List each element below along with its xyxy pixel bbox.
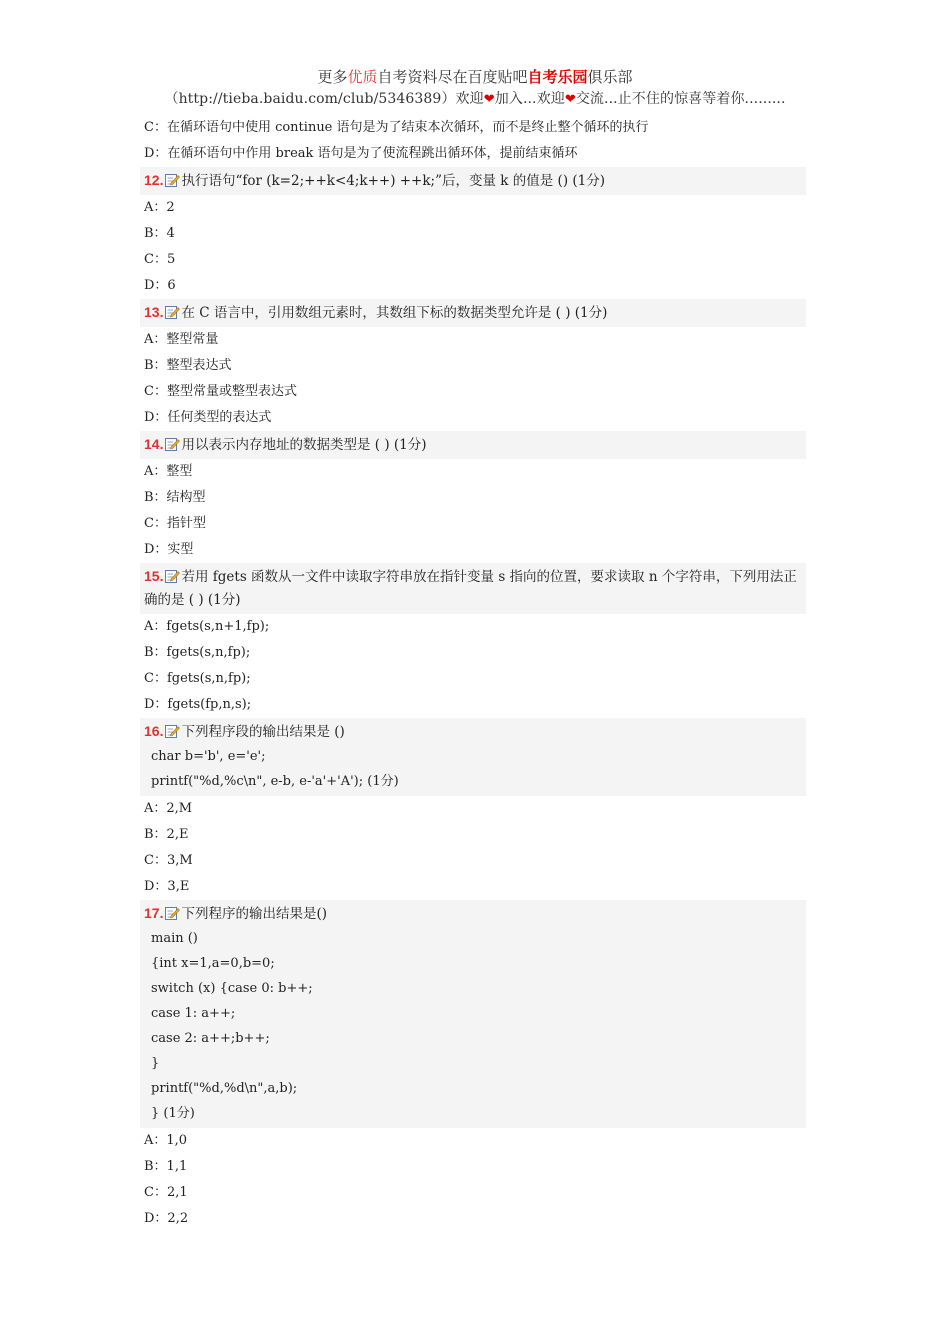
code-line: printf("%d,%d\n",a,b); (151, 1081, 298, 1096)
option-line: B：整型表达式 (144, 358, 232, 373)
question-number: 17. (144, 905, 164, 921)
question-list (140, 115, 806, 1232)
question-number: 14. (144, 436, 164, 452)
question-block (140, 900, 806, 1128)
edit-note-icon (165, 436, 180, 450)
question-block (140, 299, 806, 327)
option-line: A：整型常量 (144, 332, 219, 347)
option-line: B：4 (144, 226, 175, 241)
question-number: 16. (144, 723, 164, 739)
option-line: D：6 (144, 278, 176, 293)
option-line: C：整型常量或整型表达式 (144, 384, 297, 399)
question-text: 执行语句“for (k=2;++k<4;k++) ++k;”后，变量 k 的值是 () (1分) (181, 173, 606, 189)
edit-note-icon (165, 172, 180, 186)
question-stem (144, 720, 802, 744)
code-line: case 2: a++;b++; (151, 1031, 270, 1046)
question-block (140, 167, 806, 195)
edit-note-icon (165, 304, 180, 318)
option-line: C：5 (144, 252, 176, 267)
option-line: D：2,2 (144, 1211, 189, 1226)
option-line: A：1,0 (144, 1133, 188, 1148)
header-text: 更多 (317, 68, 348, 86)
question-number: 12. (144, 172, 164, 188)
question-text: 下列程序的输出结果是() (181, 906, 328, 922)
option-line: A：整型 (144, 464, 193, 479)
code-line: } (151, 1056, 160, 1071)
question-text: 下列程序段的输出结果是 () (181, 724, 345, 740)
heart-icon: ❤ (564, 92, 576, 107)
option-line: C：在循环语句中使用 continue 语句是为了结束本次循环，而不是终止整个循环的执行 (144, 120, 649, 135)
question-stem (144, 565, 802, 612)
header-promo-line (0, 66, 950, 88)
header-text: 俱乐部 (587, 68, 633, 86)
question-text: 用以表示内存地址的数据类型是 ( ) (1分) (181, 437, 427, 453)
code-line: switch (x) {case 0: b++; (151, 981, 313, 996)
question-number: 13. (144, 304, 164, 320)
header-highlight: 优质 (347, 68, 378, 86)
option-line: D：在循环语句中作用 break 语句是为了使流程跳出循环体，提前结束循环 (144, 146, 578, 161)
option-line: B：1,1 (144, 1159, 188, 1174)
question-stem (144, 902, 802, 926)
code-line: } (1分) (151, 1106, 195, 1121)
option-line: B：2,E (144, 827, 189, 842)
header-text: 自考资料尽在百度贴吧 (377, 68, 528, 86)
option-line: C：3,M (144, 853, 193, 868)
heart-icon: ❤ (483, 92, 495, 107)
question-text: 在 C 语言中，引用数组元素时，其数组下标的数据类型允许是 ( ) (1分) (181, 305, 608, 321)
option-line: B：fgets(s,n,fp); (144, 645, 251, 660)
option-line: C：2,1 (144, 1185, 188, 1200)
code-line: printf("%d,%c\n", e-b, e-'a'+'A'); (1分) (151, 774, 399, 789)
question-stem (144, 433, 802, 457)
option-line: D：实型 (144, 542, 194, 557)
header-text: 加入...欢迎 (494, 91, 565, 107)
edit-note-icon (165, 568, 180, 582)
code-line: main () (151, 931, 198, 946)
option-line: A：2 (144, 200, 175, 215)
code-line: {int x=1,a=0,b=0; (151, 956, 275, 971)
questions-container (140, 167, 806, 1232)
option-line: C：fgets(s,n,fp); (144, 671, 251, 686)
edit-note-icon (165, 905, 180, 919)
question-block (140, 431, 806, 459)
header-club-name: 自考乐园 (527, 68, 588, 86)
option-line: A：fgets(s,n+1,fp); (144, 619, 270, 634)
option-line: C：指针型 (144, 516, 206, 531)
option-line: D：fgets(fp,n,s); (144, 697, 252, 712)
question-block (140, 718, 806, 796)
question-block (140, 563, 806, 614)
code-line: char b='b', e='e'; (151, 749, 266, 764)
page-header (0, 66, 950, 111)
option-line: D：任何类型的表达式 (144, 410, 272, 425)
code-line: case 1: a++; (151, 1006, 236, 1021)
question-stem (144, 301, 802, 325)
option-line: B：结构型 (144, 490, 206, 505)
header-link-text: （http://tieba.baidu.com/club/5346389）欢迎 (164, 91, 484, 107)
header-text: 交流...止不住的惊喜等着你......... (575, 91, 786, 107)
question-number: 15. (144, 568, 164, 584)
option-line: D：3,E (144, 879, 190, 894)
question-stem (144, 169, 802, 193)
edit-note-icon (165, 723, 180, 737)
header-link-line (0, 88, 950, 111)
question-text: 若用 fgets 函数从一文件中读取字符串放在指针变量 s 指向的位置，要求读取 n 个字符串，下列用法正确的是 ( ) (1分) (144, 569, 797, 608)
option-line: A：2,M (144, 801, 193, 816)
